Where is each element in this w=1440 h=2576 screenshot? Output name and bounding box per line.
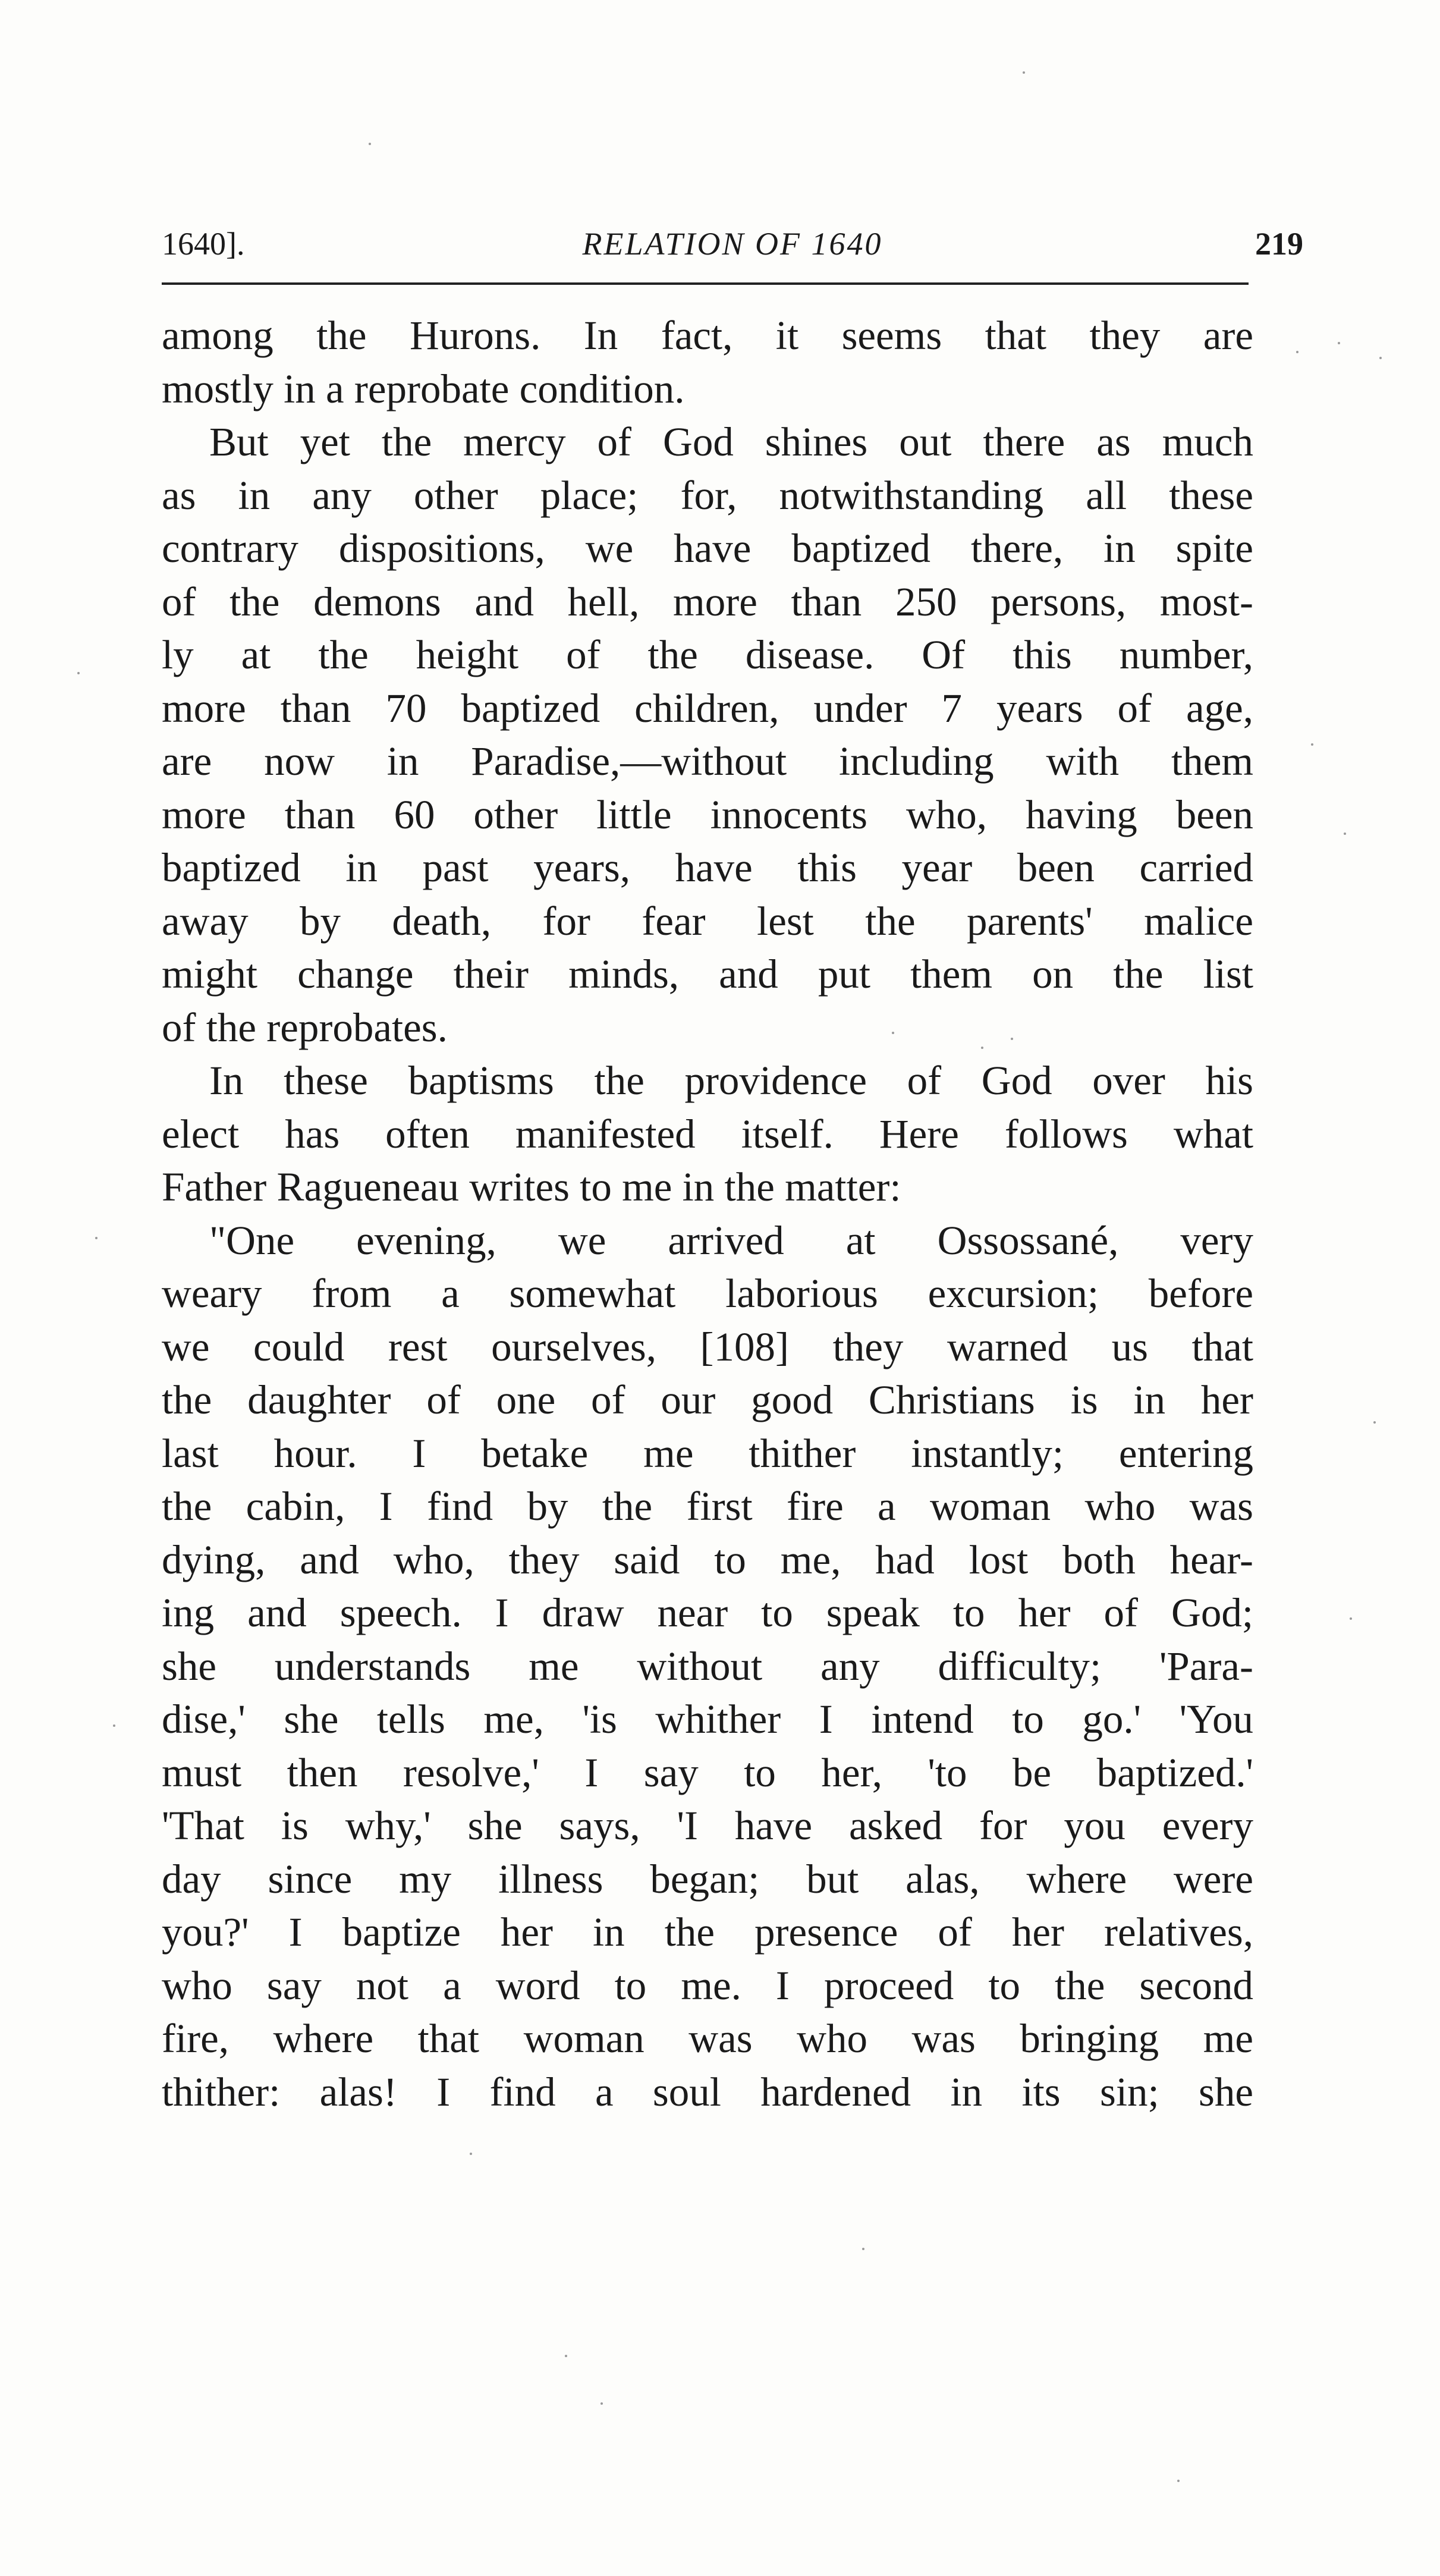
text-line: contrary dispositions, we have baptized there, in spite (162, 526, 1253, 571)
text-line: Father Ragueneau writes to me in the matter: (162, 1164, 901, 1210)
running-header (162, 220, 1303, 268)
text-line: more than 60 other little innocents who, having been (162, 791, 1253, 837)
text-line: you?' I baptize her in the presence of her relatives, (162, 1909, 1253, 1955)
text-line: dying, and who, they said to me, had lost both hear- (162, 1537, 1253, 1582)
header-rule (162, 282, 1249, 285)
text-line: last hour. I betake me thither instantly; entering (162, 1430, 1253, 1476)
text-line: ing and speech. I draw near to speak to her of God; (162, 1590, 1253, 1635)
text-line: among the Hurons. In fact, it seems that they are (162, 313, 1253, 358)
page-number: 219 (1255, 226, 1303, 262)
header-title: RELATION OF 1640 (582, 226, 883, 262)
text-line: away by death, for fear lest the parents' malice (162, 898, 1253, 944)
text-line: we could rest ourselves, [108] they warned us that (162, 1324, 1253, 1369)
text-line: 'That is why,' she says, 'I have asked for you every (162, 1803, 1253, 1848)
text-line: might change their minds, and put them on the list (162, 951, 1253, 997)
text-line: she understands me without any difficulty; 'Para- (162, 1643, 1253, 1689)
header-year: 1640]. (162, 226, 245, 262)
text-line: the cabin, I find by the first fire a woman who was (162, 1484, 1253, 1529)
text-line: must then resolve,' I say to her, 'to be baptized.' (162, 1749, 1253, 1795)
text-line: mostly in a reprobate condition. (162, 366, 685, 411)
text-line: are now in Paradise,—without including with them (162, 739, 1253, 784)
text-line: as in any other place; for, notwithstanding all these (162, 472, 1253, 518)
text-line: of the demons and hell, more than 250 persons, most- (162, 579, 1253, 624)
text-line: who say not a word to me. I proceed to the second (162, 1962, 1253, 2008)
text-line: of the reprobates. (162, 1004, 448, 1050)
text-line: the daughter of one of our good Christians is in her (162, 1377, 1253, 1422)
text-line: fire, where that woman was who was bringing me (162, 2016, 1253, 2061)
text-line: "One evening, we arrived at Ossossané, very (209, 1217, 1253, 1263)
text-line: thither: alas! I find a soul hardened in its sin; she (162, 2069, 1253, 2115)
text-line: elect has often manifested itself. Here follows what (162, 1111, 1253, 1157)
text-line: day since my illness began; but alas, where were (162, 1856, 1253, 1902)
text-line: In these baptisms the providence of God over his (209, 1058, 1253, 1103)
text-line: ly at the height of the disease. Of this number, (162, 632, 1253, 677)
text-line: baptized in past years, have this year been carried (162, 845, 1253, 890)
text-line: dise,' she tells me, 'is whither I intend to go.' 'You (162, 1697, 1253, 1742)
text-line: But yet the mercy of God shines out there as much (209, 419, 1253, 464)
body-text (162, 309, 1253, 2119)
text-line: more than 70 baptized children, under 7 years of age, (162, 685, 1253, 731)
text-line: weary from a somewhat laborious excursion; before (162, 1271, 1253, 1316)
